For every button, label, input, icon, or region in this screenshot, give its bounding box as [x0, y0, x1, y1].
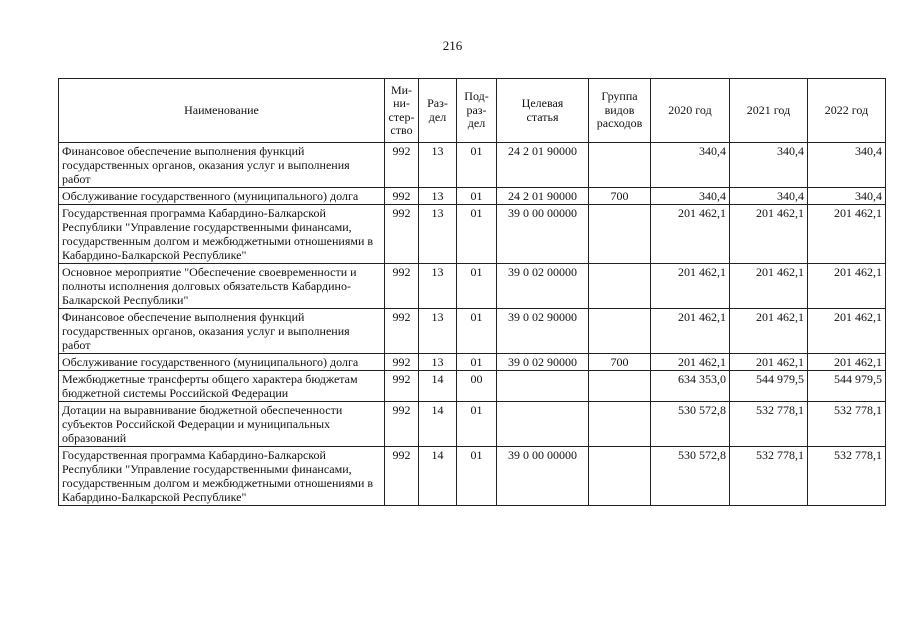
table-cell-2022: 340,4 — [808, 188, 886, 205]
table-cell-target: 39 0 00 00000 — [497, 205, 589, 264]
table-cell-2021: 201 462,1 — [730, 309, 808, 354]
table-cell-2022: 544 979,5 — [808, 371, 886, 402]
table-cell-section: 13 — [419, 205, 457, 264]
table-cell-expense-group — [589, 205, 651, 264]
table-cell-name: Дотации на выравнивание бюджетной обеспеченности субъектов Российской Федерации и муниципальных образований — [59, 402, 385, 447]
table-cell-2022: 532 778,1 — [808, 402, 886, 447]
table-row — [59, 447, 886, 506]
table-cell-name: Государственная программа Кабардино-Балкарской Республики "Управление государственными финансами, государственным долгом и межбюджетными отношениями в Кабардино-Балкарской Республике" — [59, 205, 385, 264]
table-cell-2022: 340,4 — [808, 143, 886, 188]
table-cell-subsection: 00 — [457, 371, 497, 402]
table-row — [59, 309, 886, 354]
table-cell-expense-group — [589, 447, 651, 506]
table-cell-subsection: 01 — [457, 402, 497, 447]
table-cell-subsection: 01 — [457, 143, 497, 188]
table-cell-subsection: 01 — [457, 264, 497, 309]
table-row — [59, 188, 886, 205]
table-cell-ministry: 992 — [385, 188, 419, 205]
header-2020: 2020 год — [651, 79, 730, 143]
table-cell-2022: 201 462,1 — [808, 309, 886, 354]
table-cell-ministry: 992 — [385, 402, 419, 447]
table-cell-2021: 544 979,5 — [730, 371, 808, 402]
table-cell-2020: 201 462,1 — [651, 205, 730, 264]
table-cell-section: 13 — [419, 309, 457, 354]
table-row — [59, 371, 886, 402]
header-name: Наименование — [59, 79, 385, 143]
table-cell-target: 24 2 01 90000 — [497, 143, 589, 188]
header-expense-group: Группа видов расходов — [589, 79, 651, 143]
table-cell-subsection: 01 — [457, 447, 497, 506]
table-cell-2022: 201 462,1 — [808, 264, 886, 309]
header-ministry: Ми- ни- стер- ство — [385, 79, 419, 143]
table-cell-2021: 201 462,1 — [730, 264, 808, 309]
table-cell-name: Государственная программа Кабардино-Балкарской Республики "Управление государственными финансами, государственным долгом и межбюджетными отношениями в Кабардино-Балкарской Республике" — [59, 447, 385, 506]
table-row — [59, 143, 886, 188]
table-cell-section: 14 — [419, 447, 457, 506]
table-cell-name: Обслуживание государственного (муниципального) долга — [59, 188, 385, 205]
table-cell-ministry: 992 — [385, 205, 419, 264]
table-cell-section: 13 — [419, 264, 457, 309]
table-cell-subsection: 01 — [457, 309, 497, 354]
table-cell-name: Финансовое обеспечение выполнения функций государственных органов, оказания услуг и выполнения работ — [59, 143, 385, 188]
table-cell-expense-group — [589, 264, 651, 309]
table-cell-2020: 201 462,1 — [651, 354, 730, 371]
table-cell-section: 13 — [419, 188, 457, 205]
page-number: 216 — [442, 38, 463, 53]
table-cell-subsection: 01 — [457, 205, 497, 264]
table-cell-2020: 340,4 — [651, 188, 730, 205]
table-cell-expense-group — [589, 143, 651, 188]
table-cell-target — [497, 371, 589, 402]
table-cell-expense-group — [589, 402, 651, 447]
table-cell-ministry: 992 — [385, 264, 419, 309]
table-cell-expense-group: 700 — [589, 354, 651, 371]
table-cell-2021: 201 462,1 — [730, 205, 808, 264]
table-cell-subsection: 01 — [457, 188, 497, 205]
table-cell-ministry: 992 — [385, 371, 419, 402]
table-row — [59, 402, 886, 447]
table-cell-name: Обслуживание государственного (муниципального) долга — [59, 354, 385, 371]
header-section: Раз- дел — [419, 79, 457, 143]
table-cell-name: Основное мероприятие "Обеспечение своевременности и полноты исполнения долговых обязательств Кабардино-Балкарской Республики" — [59, 264, 385, 309]
table-cell-expense-group — [589, 309, 651, 354]
table-cell-2021: 340,4 — [730, 188, 808, 205]
table-cell-section: 13 — [419, 354, 457, 371]
table-cell-2022: 201 462,1 — [808, 205, 886, 264]
table-cell-2020: 634 353,0 — [651, 371, 730, 402]
table-row — [59, 354, 886, 371]
table-cell-target: 39 0 00 00000 — [497, 447, 589, 506]
table-cell-target: 39 0 02 00000 — [497, 264, 589, 309]
table-cell-subsection: 01 — [457, 354, 497, 371]
table-cell-2021: 532 778,1 — [730, 402, 808, 447]
table-cell-2020: 340,4 — [651, 143, 730, 188]
header-2021: 2021 год — [730, 79, 808, 143]
table-cell-expense-group — [589, 371, 651, 402]
table-cell-expense-group: 700 — [589, 188, 651, 205]
table-cell-2021: 201 462,1 — [730, 354, 808, 371]
table-row — [59, 264, 886, 309]
table-cell-2021: 340,4 — [730, 143, 808, 188]
table-cell-target: 39 0 02 90000 — [497, 354, 589, 371]
table-cell-2022: 201 462,1 — [808, 354, 886, 371]
table-cell-ministry: 992 — [385, 143, 419, 188]
table-cell-section: 14 — [419, 402, 457, 447]
header-target: Целевая статья — [497, 79, 589, 143]
table-cell-ministry: 992 — [385, 309, 419, 354]
table-cell-target: 24 2 01 90000 — [497, 188, 589, 205]
header-2022: 2022 год — [808, 79, 886, 143]
table-cell-name: Финансовое обеспечение выполнения функций государственных органов, оказания услуг и выполнения работ — [59, 309, 385, 354]
header-subsection: Под- раз- дел — [457, 79, 497, 143]
table-cell-2022: 532 778,1 — [808, 447, 886, 506]
table-cell-section: 13 — [419, 143, 457, 188]
table-row — [59, 205, 886, 264]
header-row — [59, 79, 886, 143]
table-cell-2021: 532 778,1 — [730, 447, 808, 506]
table-cell-target — [497, 402, 589, 447]
budget-table — [58, 78, 886, 506]
table-cell-2020: 530 572,8 — [651, 447, 730, 506]
table-cell-2020: 530 572,8 — [651, 402, 730, 447]
table-cell-name: Межбюджетные трансферты общего характера бюджетам бюджетной системы Российской Федерации — [59, 371, 385, 402]
table-cell-2020: 201 462,1 — [651, 309, 730, 354]
table-cell-target: 39 0 02 90000 — [497, 309, 589, 354]
table-cell-section: 14 — [419, 371, 457, 402]
table-cell-ministry: 992 — [385, 354, 419, 371]
table-cell-2020: 201 462,1 — [651, 264, 730, 309]
table-cell-ministry: 992 — [385, 447, 419, 506]
